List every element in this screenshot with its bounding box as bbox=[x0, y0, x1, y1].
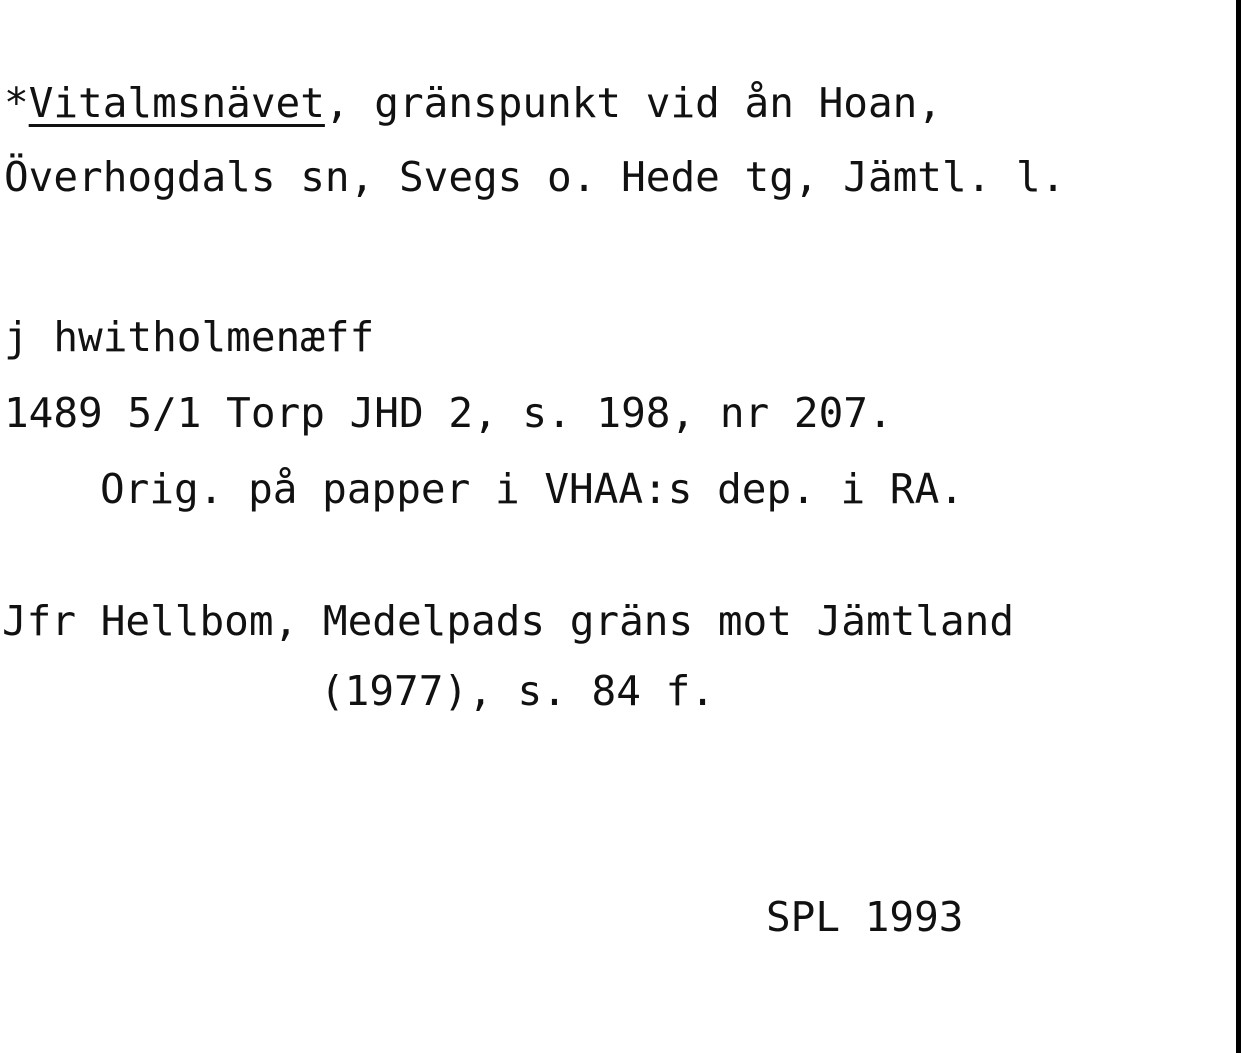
attested-form: j hwitholmenæff bbox=[4, 313, 375, 361]
headword-asterisk: * bbox=[4, 79, 29, 127]
headword-description: , gränspunkt vid ån Hoan, bbox=[324, 79, 943, 127]
reference-line-2: (1977), s. 84 f. bbox=[320, 667, 715, 715]
source-note: Orig. på papper i VHAA:s dep. i RA. bbox=[100, 465, 964, 513]
location-line: Överhogdals sn, Svegs o. Hede tg, Jämtl. l. bbox=[4, 153, 1066, 201]
headword-line bbox=[4, 78, 942, 128]
source-citation: 1489 5/1 Torp JHD 2, s. 198, nr 207. bbox=[4, 389, 893, 437]
signature: SPL 1993 bbox=[766, 893, 964, 941]
card-edge bbox=[1236, 0, 1241, 1053]
reference-line-1: Jfr Hellbom, Medelpads gräns mot Jämtland bbox=[2, 597, 1015, 645]
headword: Vitalmsnävet bbox=[28, 79, 325, 127]
